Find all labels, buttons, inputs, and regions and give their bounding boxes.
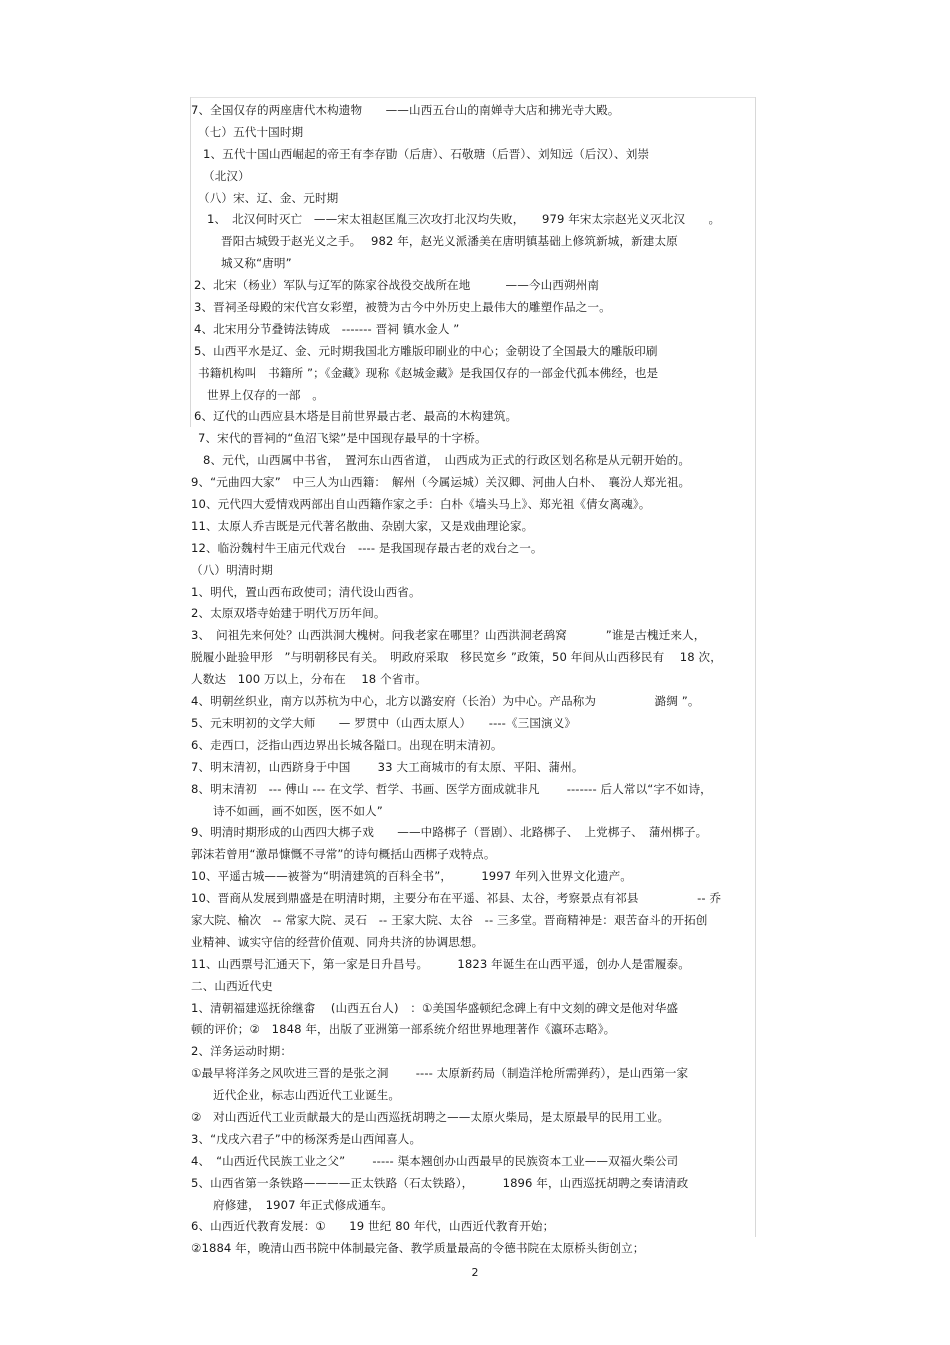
text-line: 10、平遥古城——被誉为“明清建筑的百科全书”， 1997 年列入世界文化遗产。 [191,869,632,884]
text-line: 世界上仅存的一部 。 [207,387,324,402]
text-line: 4、北宋用分节叠铸法铸成 ------- 晋祠 镇水金人 ” [194,321,460,336]
text-line: 书籍机构叫 书籍所 ”；《金藏》现称《赵城金藏》是我国仅存的一部金代孤本佛经，也是 [198,365,659,380]
text-line: 4、 “山西近代民族工业之父” ----- 渠本翘创办山西最早的民族资本工业——双福火柴公司 [191,1153,679,1168]
text-line: 3、“戊戌六君子”中的杨深秀是山西闻喜人。 [191,1131,422,1146]
text-line: 11、太原人乔吉既是元代著名散曲、杂剧大家，又是戏曲理论家。 [191,518,534,533]
text-line: 人数达 100 万以上，分布在 18 个省市。 [191,672,427,687]
text-line: 1、明代，置山西布政使司；清代设山西省。 [191,584,421,599]
text-line: 6、走西口，泛指山西边界出长城各隘口。出现在明末清初。 [191,737,503,752]
text-line: 业精神、诚实守信的经营价值观、同舟共济的协调思想。 [191,934,484,949]
text-line: 5、元末明初的文学大师 — 罗贯中（山西太原人） ----《三国演义》 [191,715,577,730]
text-line: 6、山西近代教育发展：① 19 世纪 80 年代，山西近代教育开始； [191,1219,555,1234]
text-line: 2、洋务运动时期： [191,1044,293,1059]
text-line: 1、清朝福建巡抚徐继畬 (山西五台人) ：①美国华盛顿纪念碑上有中文刻的碑文是他对华盛 [191,1000,679,1015]
text-line: 家大院、榆次 -- 常家大院、灵石 -- 王家大院、太谷 -- 三多堂。晋商精神是：艰苦奋斗的开拓创 [191,912,708,927]
text-line: ②1884 年，晚清山西书院中体制最完备、教学质量最高的令德书院在太原桥头街创立； [191,1241,645,1256]
text-line: 顿的评价；② 1848 年，出版了亚洲第一部系统介绍世界地理著作《瀛环志略》。 [191,1022,616,1037]
text-line: 1、 北汉何时灭亡 ——宋太祖赵匡胤三次攻打北汉均失败， 979 年宋太宗赵光义灭北汉 。 [207,212,721,227]
text-line: ② 对山西近代工业贡献最大的是山西巡抚胡聘之——太原火柴局，是太原最早的民用工业。 [191,1109,670,1124]
text-line: 5、山西平水是辽、金、元时期我国北方雕版印刷业的中心；金朝设了全国最大的雕版印刷 [194,343,658,358]
text-line: 1、五代十国山西崛起的帝王有李存勖（后唐）、石敬瑭（后晋）、刘知远（后汉）、刘崇 [203,146,650,161]
text-line: （七）五代十国时期 [198,124,304,139]
text-line: 城又称“唐明” [221,256,292,271]
text-line: ①最早将洋务之风吹进三晋的是张之洞 ---- 太原新药局（制造洋枪所需弹药），是山西第一家 [191,1066,689,1081]
text-line: 府修建， 1907 年正式修成通车。 [213,1197,393,1212]
text-line: 近代企业，标志山西近代工业诞生。 [213,1088,401,1103]
text-line: 2、北宋（杨业）军队与辽军的陈家谷战役交战所在地 ——今山西朔州南 [194,278,600,293]
text-line: 4、明朝丝织业，南方以苏杭为中心，北方以潞安府（长治）为中心。产品称为 潞绸 ”。 [191,694,700,709]
text-line: 7、明末清初，山西跻身于中国 33 大工商城市的有太原、平阳、蒲州。 [191,759,584,774]
text-line: 2、太原双塔寺始建于明代万历年间。 [191,606,386,621]
text-line: 12、临汾魏村牛王庙元代戏台 ---- 是我国现存最古老的戏台之一。 [191,540,543,555]
text-line: 9、“元曲四大家” 中三人为山西籍： 解州（今属运城）关汉卿、河曲人白朴、 襄汾人郑光祖。 [191,475,691,490]
text-line: 郭沫若曾用“激昂慷慨不寻常”的诗句概括山西梆子戏特点。 [191,847,496,862]
text-line: 3、晋祠圣母殿的宋代宫女彩塑，被赞为古今中外历史上最伟大的雕塑作品之一。 [194,300,611,315]
text-line: 10、元代四大爱情戏两部出自山西籍作家之手：白朴《墙头马上》、郑光祖《倩女离魂》。 [191,497,651,512]
text-line: 9、明清时期形成的山西四大梆子戏 ——中路梆子（晋剧）、北路梆子、 上党梆子、 蒲州梆子。 [191,825,708,840]
text-line: 6、辽代的山西应县木塔是目前世界最古老、最高的木构建筑。 [194,409,518,424]
text-line: （八）明清时期 [191,562,273,577]
text-line: 晋阳古城毁于赵光义之手。 982 年，赵光义派潘美在唐明镇基础上修筑新城，新建太原 [221,234,678,249]
text-line: 二、山西近代史 [191,978,273,993]
text-line: 5、山西省第一条铁路————正太铁路（石太铁路）， 1896 年，山西巡抚胡聘之奏请清政 [191,1175,689,1190]
page-border-top [190,97,756,98]
text-line: 11、山西票号汇通天下，第一家是日升昌号。 1823 年诞生在山西平遥，创办人是雷履泰。 [191,956,690,971]
text-line: 8、元代，山西属中书省， 置河东山西省道， 山西成为正式的行政区划名称是从元朝开始的。 [203,453,691,468]
text-line: 8、明末清初 --- 傅山 --- 在文学、哲学、书画、医学方面成就非凡 ------- 后人常以“字不如诗， [191,781,712,796]
text-line: 7、全国仅存的两座唐代木构遗物 ——山西五台山的南婵寺大店和拂光寺大殿。 [191,103,620,117]
text-line: 10、晋商从发展到鼎盛是在明清时期，主要分布在平遥、祁县、太谷，考察景点有祁县 -- 乔 [191,891,722,906]
document-body [191,100,753,1260]
text-line: 7、宋代的晋祠的“鱼沼飞梁”是中国现存最早的十字桥。 [198,431,487,446]
text-line: 脱履小趾验甲形 ”与明朝移民有关。 明政府采取 移民宽乡 ”政策，50 年间从山西移民有 18 次， [191,650,722,665]
text-line: （八）宋、辽、金、元时期 [198,190,339,205]
text-line: （北汉） [203,168,250,183]
page-border-right [755,97,756,1237]
text-line: 3、 问祖先来何处？山西洪洞大槐树。问我老家在哪里？山西洪洞老鸹窝 ”谁是古槐迁来人， [191,628,706,643]
text-line: 诗不如画，画不如医，医不如人” [213,803,383,818]
page-number: 2 [471,1266,479,1279]
